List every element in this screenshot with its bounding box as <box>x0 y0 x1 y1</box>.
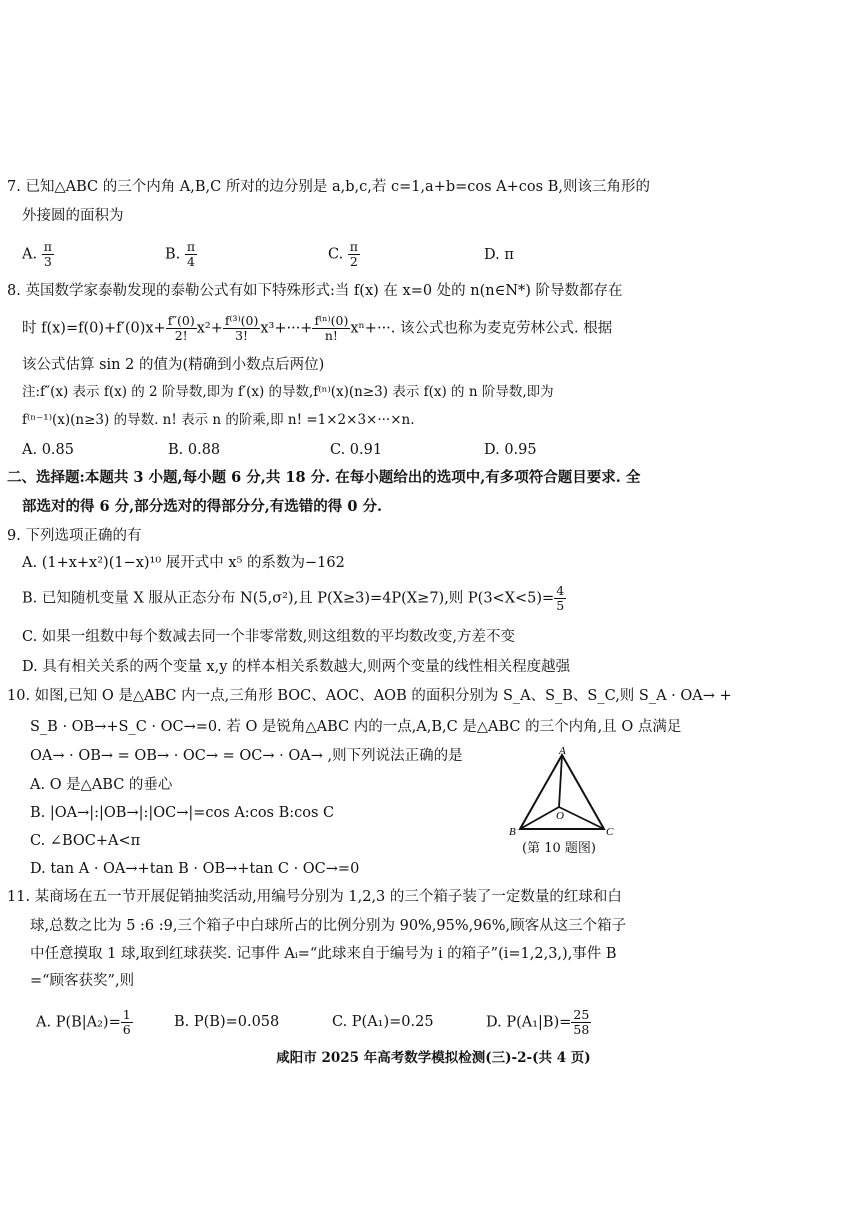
vertex-label-b: B <box>509 826 516 838</box>
q11-option-b: B. P(B)=0.058 <box>174 1014 280 1030</box>
q10-option-c: C. ∠BOC+A<π <box>30 833 141 849</box>
point-label-o: O <box>556 810 564 822</box>
q11-option-c: C. P(A₁)=0.25 <box>332 1014 434 1030</box>
segment-oa <box>559 755 562 807</box>
q11-stem-line2: 球,总数之比为 5 :6 :9,三个箱子中白球所占的比例分别为 90%,95%,96%,顾客从这三个箱子 <box>30 918 627 934</box>
q8-stem-line1: 8. 英国数学家泰勒发现的泰勒公式有如下特殊形式:当 f(x) 在 x=0 处的 n(n∈N*) 阶导数都存在 <box>7 283 623 299</box>
vertex-label-c: C <box>606 826 614 838</box>
q10-stem-line1: 10. 如图,已知 O 是△ABC 内一点,三角形 BOC、AOC、AOB 的面积分别为 S_A、S_B、S_C,则 S_A · OA→ + <box>7 688 732 704</box>
q9-option-c: C. 如果一组数中每个数减去同一个非零常数,则这组数的平均数改变,方差不变 <box>22 629 516 645</box>
q11-option-d: D. P(A₁|B)= $\frac{25}{58}$ <box>486 1007 590 1037</box>
q9-option-d: D. 具有相关关系的两个变量 x,y 的样本相关系数越大,则两个变量的线性相关程度越强 <box>22 659 571 675</box>
q8-stem-line3: 该公式估算 sin 2 的值为(精确到小数点后两位) <box>22 357 325 373</box>
q8-note-line2: f⁽ⁿ⁻¹⁾(x)(n≥3) 的导数. n! 表示 n 的阶乘,即 n! =1×2×3×···×n. <box>22 412 415 428</box>
section2-heading-line2: 部选对的得 6 分,部分选对的得部分分,有选错的得 0 分. <box>22 498 383 515</box>
q8-stem-line2: 时 f(x)=f(0)+f′(0)x+ $\frac{f''(0)}{2!}$ x²+ $\frac{\text{f⁽³⁾(0)}}{3!}$ x³+···+ $\frac{\text{f⁽ⁿ⁾(0)}}{n!}$ xⁿ+···. 该公式也称为麦克劳林公式. 根据 <box>22 313 613 343</box>
q7-stem-line1: 7. 已知△ABC 的三个内角 A,B,C 所对的边分别是 a,b,c,若 c=1,a+b=cos A+cos B,则该三角形的 <box>7 179 650 195</box>
q8-note-line1: 注:f″(x) 表示 f(x) 的 2 阶导数,即为 f′(x) 的导数,f⁽ⁿ⁾(x)(n≥3) 表示 f(x) 的 n 阶导数,即为 <box>22 384 554 400</box>
q7-option-d: D. π <box>484 247 514 263</box>
q11-option-a: A. P(B|A₂)= $\frac{1}{6}$ <box>36 1007 131 1037</box>
q10-option-d: D. tan A · OA→+tan B · OB→+tan C · OC→=0 <box>30 861 360 877</box>
q11-stem-line3: 中任意摸取 1 球,取到红球获奖. 记事件 Aᵢ=“此球来自于编号为 i 的箱子”(i=1,2,3,),事件 B <box>30 946 617 962</box>
q9-stem: 9. 下列选项正确的有 <box>7 528 142 544</box>
q8-option-c: C. 0.91 <box>330 442 383 458</box>
q9-option-b: B. 已知随机变量 X 服从正态分布 N(5,σ²),且 P(X≥3)=4P(X≥7),则 P(3<X<5)= $\frac{4}{5}$ <box>22 583 565 613</box>
page-footer: 咸阳市 2025 年高考数学模拟检测(三)-2-(共 4 页) <box>276 1050 591 1066</box>
q10-stem-line3: OA→ · OB→ = OB→ · OC→ = OC→ · OA→ ,则下列说法正确的是 <box>30 748 463 764</box>
q10-option-a: A. O 是△ABC 的垂心 <box>30 777 173 793</box>
q10-stem-line2: S_B · OB→+S_C · OC→=0. 若 O 是锐角△ABC 内的一点,A,B,C 是△ABC 的三个内角,且 O 点满足 <box>30 719 682 735</box>
section2-heading-line1: 二、选择题:本题共 3 小题,每小题 6 分,共 18 分. 在每小题给出的选项中,有多项符合题目要求. 全 <box>7 469 641 486</box>
q8-option-d: D. 0.95 <box>484 442 537 458</box>
q10-figure-caption: (第 10 题图) <box>522 841 596 856</box>
q9-option-a: A. (1+x+x²)(1−x)¹⁰ 展开式中 x⁵ 的系数为−162 <box>22 555 345 571</box>
q11-stem-line4: =“顾客获奖”,则 <box>30 973 135 989</box>
q11-stem-line1: 11. 某商场在五一节开展促销抽奖活动,用编号分别为 1,2,3 的三个箱子装了一定数量的红球和白 <box>7 889 622 905</box>
q7-option-b: B. $\frac{\pi}{4}$ <box>165 239 196 269</box>
vertex-label-a: A <box>559 745 566 757</box>
q8-option-b: B. 0.88 <box>168 442 221 458</box>
q7-stem-line2: 外接圆的面积为 <box>22 208 124 224</box>
q7-option-c: C. $\frac{\pi}{2}$ <box>328 239 359 269</box>
q7-option-a: A. $\frac{\pi}{3}$ <box>22 239 52 269</box>
q8-option-a: A. 0.85 <box>22 442 74 458</box>
q10-option-b: B. |OA→|:|OB→|:|OC→|=cos A:cos B:cos C <box>30 805 335 821</box>
